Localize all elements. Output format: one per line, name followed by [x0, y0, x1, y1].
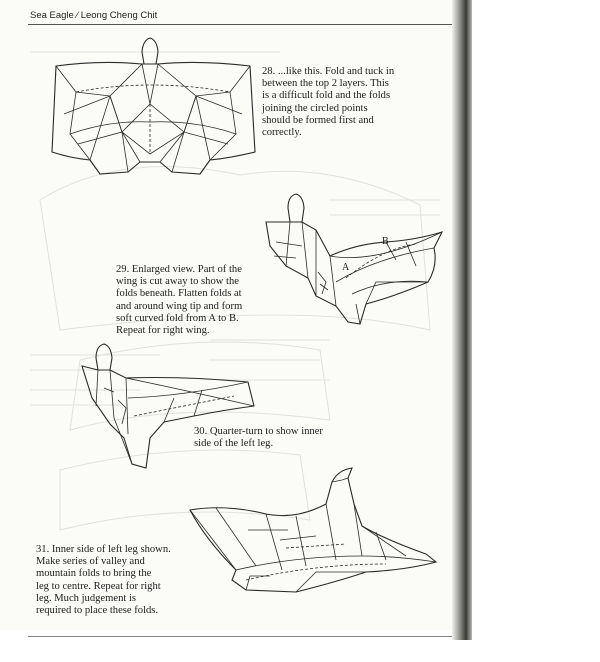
running-header: Sea Eagle ∕ Leong Cheng Chit: [30, 10, 158, 21]
header-rule: [28, 24, 452, 25]
book-gutter-shadow: [452, 0, 472, 640]
diagram-step-30: [74, 338, 274, 478]
caption-step-30: [194, 426, 323, 450]
diagram-step-29: [256, 186, 452, 336]
label-point-b: B: [382, 236, 389, 247]
step-28-text: ...like this. Fold and tuck in between the top 2 layers. This is a difficult fold and the folds joining the circled points should be formed first and correctly.: [262, 66, 395, 139]
caption-step-28: [262, 66, 394, 139]
step-29-text: Enlarged view. Part of the wing is cut away to show the folds beneath. Flatten folds at and around wing tip and form soft curved fold from A to B. Repeat for right wing.: [116, 264, 243, 337]
step-31-text: Inner side of left leg shown. Make series of valley and mountain folds to bring the leg to centre. Repeat for right leg. Much judgement is required to place these folds.: [36, 544, 171, 617]
blank-margin: [472, 0, 600, 662]
diagram-step-28: [50, 34, 260, 184]
step-30-number: 30.: [194, 426, 208, 437]
step-28-number: 28.: [262, 66, 276, 77]
page-bottom-rule: [28, 636, 452, 637]
step-29-number: 29.: [116, 264, 130, 275]
step-30-text: Quarter-turn to show inner side of the left leg.: [194, 426, 323, 450]
caption-step-29: [116, 264, 242, 337]
diagram-step-31: [186, 460, 452, 610]
step-31-number: 31.: [36, 544, 50, 555]
caption-step-31: [36, 544, 171, 617]
label-point-a: A: [342, 262, 350, 273]
